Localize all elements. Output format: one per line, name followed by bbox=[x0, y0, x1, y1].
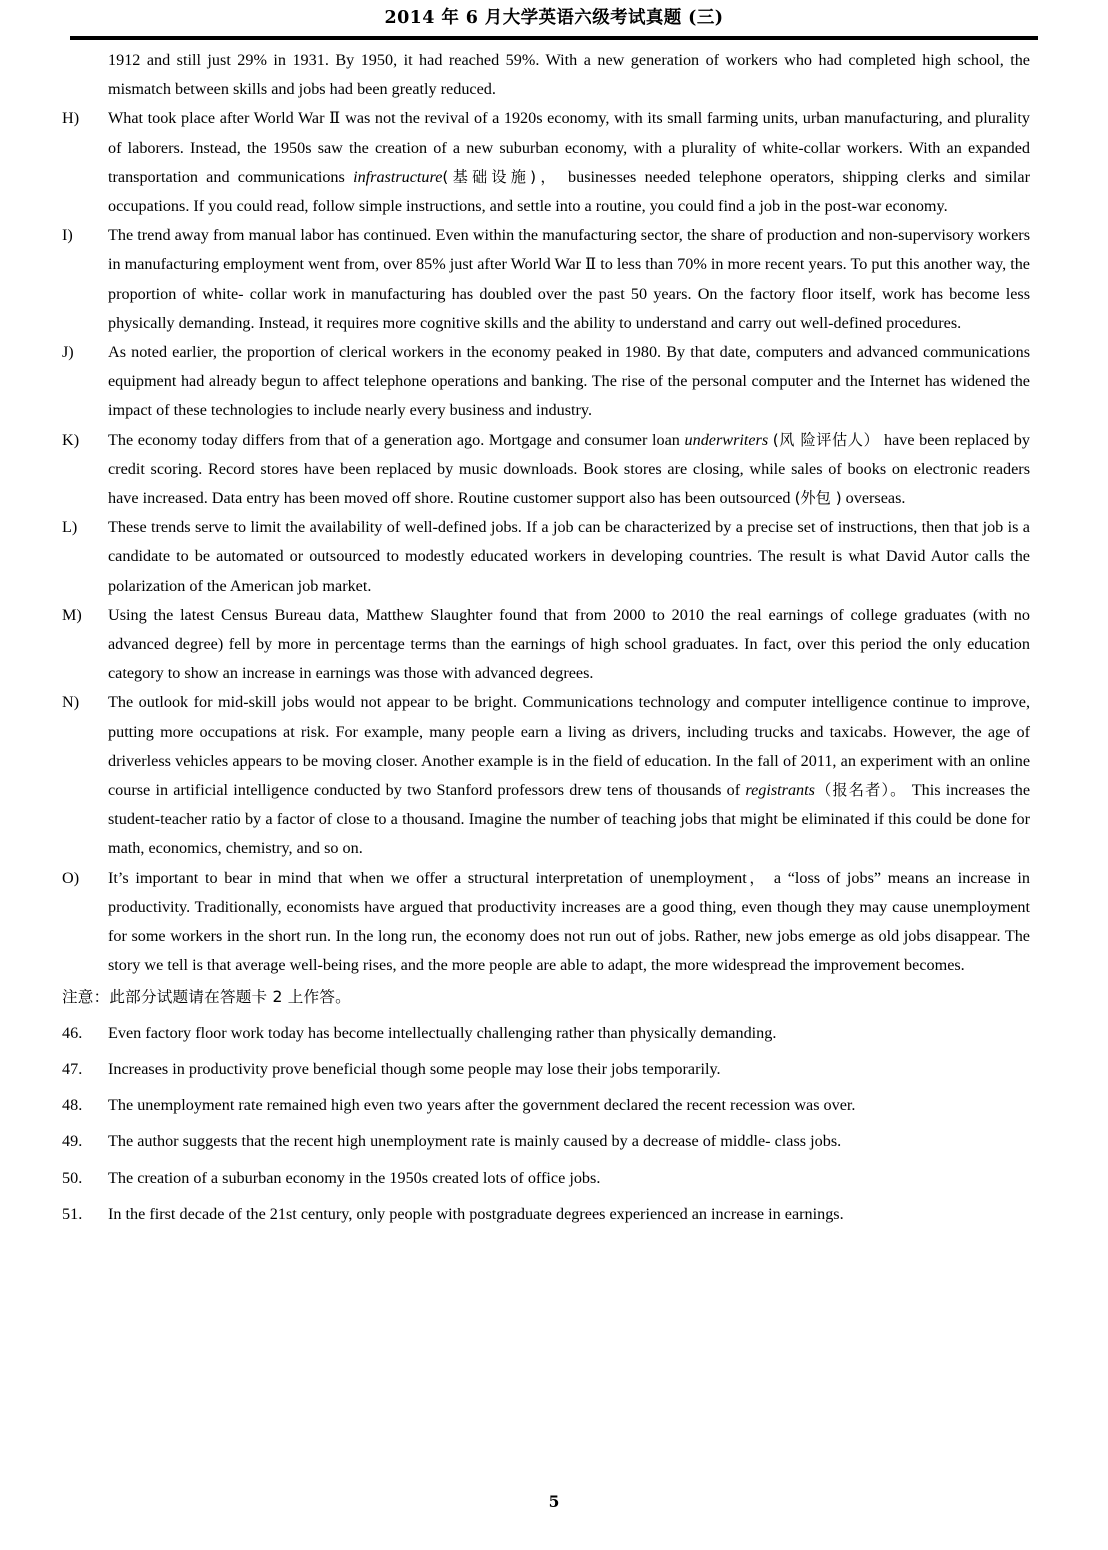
paragraph-text bbox=[108, 864, 1030, 981]
paragraph-text-run-italic: underwriters bbox=[684, 430, 769, 449]
passage-paragraph-list bbox=[62, 46, 1030, 981]
paragraph-text-run-plain: The economy today differs from that of a generation ago. Mortgage and consumer loan bbox=[108, 430, 685, 449]
question-item-48[interactable] bbox=[62, 1091, 1030, 1120]
passage-paragraph-o bbox=[62, 864, 1030, 981]
paragraph-text bbox=[108, 338, 1030, 426]
paragraph-text-run-italic: infrastructure bbox=[353, 167, 443, 186]
paragraph-text-run-cjk: （报名者）。 bbox=[814, 781, 907, 800]
paragraph-text-run-plain: overseas. bbox=[841, 489, 906, 508]
question-text: The unemployment rate remained high even two years after the government declared the recent recession was over. bbox=[108, 1096, 856, 1115]
paragraph-text-run-plain: businesses needed telephone operators, shipping clerks and similar occupations. If you could read, follow simple instructions, and settle into a routine, you could find a job in the post-war economy. bbox=[108, 167, 1030, 216]
question-item-51[interactable] bbox=[62, 1200, 1030, 1229]
paragraph-text-run-plain: What took place after World War Ⅱ was not the revival of a 1920s economy, with its small farming units, urban manufacturing, and plurality of laborers. Instead, the 1950s saw the creation of a new suburban economy, with a plurality of white-collar workers. With an expanded transportation and communications bbox=[108, 109, 1030, 186]
question-text: Increases in productivity prove beneficial though some people may lose their jobs temporarily. bbox=[108, 1059, 721, 1078]
question-number: 49. bbox=[62, 1132, 83, 1151]
question-text: In the first decade of the 21st century, only people with postgraduate degrees experienced an increase in earnings. bbox=[108, 1204, 844, 1223]
paragraph-text bbox=[108, 221, 1030, 338]
question-number: 47. bbox=[62, 1059, 83, 1078]
paragraph-text-run-plain: As noted earlier, the proportion of clerical workers in the economy peaked in 1980. By that date, computers and advanced communications equipment had already begun to affect telephone operations and banking. The rise of the personal computer and the Internet has widened the impact of these technologies to include nearly every business and industry. bbox=[108, 343, 1030, 420]
header-divider bbox=[70, 36, 1038, 40]
question-item-46[interactable] bbox=[62, 1019, 1030, 1048]
paragraph-text bbox=[108, 104, 1030, 221]
paragraph-text-run-italic: registrants bbox=[745, 781, 815, 800]
answer-sheet-notice: 注意：此部分试题请在答题卡 2 上作答。 bbox=[62, 987, 351, 1006]
passage-paragraph-i bbox=[62, 221, 1030, 338]
question-number: 51. bbox=[62, 1204, 83, 1223]
paragraph-text-run-cjk: (风 险评估人） bbox=[772, 430, 880, 449]
paragraph-text bbox=[108, 46, 1030, 104]
question-number: 50. bbox=[62, 1168, 83, 1187]
question-list bbox=[62, 1019, 1030, 1229]
passage-content bbox=[62, 46, 1030, 1229]
question-text: The author suggests that the recent high unemployment rate is mainly caused by a decrease of middle- class jobs. bbox=[108, 1132, 842, 1151]
paragraph-text-run-plain: These trends serve to limit the availability of well-defined jobs. If a job can be characterized by a precise set of instructions, then that job is a candidate to be automated or outsourced to modestly educated workers in developing countries. The result is what David Autor calls the polarization of the American job market. bbox=[108, 518, 1030, 595]
paragraph-text-run-cjk: (外包 ) bbox=[794, 489, 842, 508]
paragraph-text bbox=[108, 426, 1030, 514]
passage-paragraph-continuation bbox=[62, 46, 1030, 104]
paragraph-text-run-plain: It’s important to bear in mind that when we offer a structural interpretation of unemployment bbox=[108, 868, 747, 887]
paragraph-label: J) bbox=[62, 343, 74, 362]
paragraph-label: O) bbox=[62, 868, 80, 887]
paragraph-text bbox=[108, 601, 1030, 689]
paragraph-text-run-cjk: ， bbox=[746, 868, 768, 887]
question-item-49[interactable] bbox=[62, 1127, 1030, 1156]
question-item-47[interactable] bbox=[62, 1055, 1030, 1084]
paragraph-label: N) bbox=[62, 693, 80, 712]
paragraph-text-run-plain: The outlook for mid-skill jobs would not appear to be bright. Communications technology and computer intelligence continue to improve, putting more occupations at risk. For example, many people earn a living as drivers, including trucks and taxicabs. However, the age of driverless vehicles appears to be moving closer. Another example is in the field of education. In the fall of 2011, an experiment with an online course in artificial intelligence conducted by two Stanford professors drew tens of thousands of bbox=[108, 693, 1030, 800]
paragraph-label: M) bbox=[62, 605, 82, 624]
question-text: The creation of a suburban economy in the 1950s created lots of office jobs. bbox=[108, 1168, 601, 1187]
paragraph-label: L) bbox=[62, 518, 78, 537]
question-text: Even factory floor work today has become intellectually challenging rather than physically demanding. bbox=[108, 1023, 777, 1042]
passage-paragraph-j bbox=[62, 338, 1030, 426]
paragraph-label: H) bbox=[62, 109, 80, 128]
passage-paragraph-h bbox=[62, 104, 1030, 221]
question-item-50[interactable] bbox=[62, 1164, 1030, 1193]
paragraph-text bbox=[108, 688, 1030, 863]
question-number: 48. bbox=[62, 1096, 83, 1115]
paragraph-text-run-plain: a “loss of jobs” means an increase in productivity. Traditionally, economists have argued that productivity increases are a good thing, even though they may cause unemployment for some workers in the short run. In the long run, the economy does not run out of jobs. Rather, new jobs emerge as old jobs disappear. The story we tell is that average well-being rises, and the more people are able to adapt, the more widespread the improvement becomes. bbox=[108, 868, 1030, 975]
paragraph-text-run-plain: 1912 and still just 29% in 1931. By 1950, it had reached 59%. With a new generation of workers who had completed high school, the mismatch between skills and jobs had been greatly reduced. bbox=[108, 51, 1030, 99]
passage-paragraph-n bbox=[62, 688, 1030, 863]
paragraph-text bbox=[108, 513, 1030, 601]
question-number: 46. bbox=[62, 1023, 83, 1042]
paragraph-text-run-cjk: (基础设施)， bbox=[442, 167, 560, 186]
paragraph-label: K) bbox=[62, 430, 80, 449]
paragraph-text-run-plain: Using the latest Census Bureau data, Matthew Slaughter found that from 2000 to 2010 the real earnings of college graduates (with no advanced degree) fell by more in percentage terms than the earnings of high school graduates. In fact, over this period the only education category to show an increase in earnings was those with advanced degrees. bbox=[108, 605, 1030, 683]
paragraph-text-run-plain: The trend away from manual labor has continued. Even within the manufacturing sector, the share of production and non-supervisory workers in manufacturing employment went from, over 85% just after World War Ⅱ to less than 70% in more recent years. To put this another way, the proportion of white- collar work in manufacturing has doubled over the past 50 years. On the factory floor itself, work has become less physically demanding. Instead, it requires more cognitive skills and the ability to understand and carry out well-defined procedures. bbox=[108, 226, 1030, 332]
page-number: 5 bbox=[548, 1492, 560, 1511]
passage-paragraph-m bbox=[62, 601, 1030, 689]
paragraph-text-run-plain: This increases the student-teacher ratio by a factor of close to a thousand. Imagine the number of teaching jobs that might be eliminated if this could be done for math, economics, chemistry, and so on. bbox=[108, 781, 1030, 858]
page-title: 2014 年 6 月大学英语六级考试真题 (三) bbox=[384, 8, 724, 28]
page-header bbox=[0, 0, 1108, 40]
page-footer bbox=[0, 1492, 1108, 1512]
passage-paragraph-l bbox=[62, 513, 1030, 601]
paragraph-text-run-plain: have been replaced by credit scoring. Record stores have been replaced by music downloads. Book stores are closing, while sales of books on electronic readers have increased. Data entry has been moved off shore. Routine customer support also has been outsourced bbox=[108, 430, 1030, 508]
paragraph-label: I) bbox=[62, 226, 73, 245]
passage-paragraph-k bbox=[62, 426, 1030, 514]
